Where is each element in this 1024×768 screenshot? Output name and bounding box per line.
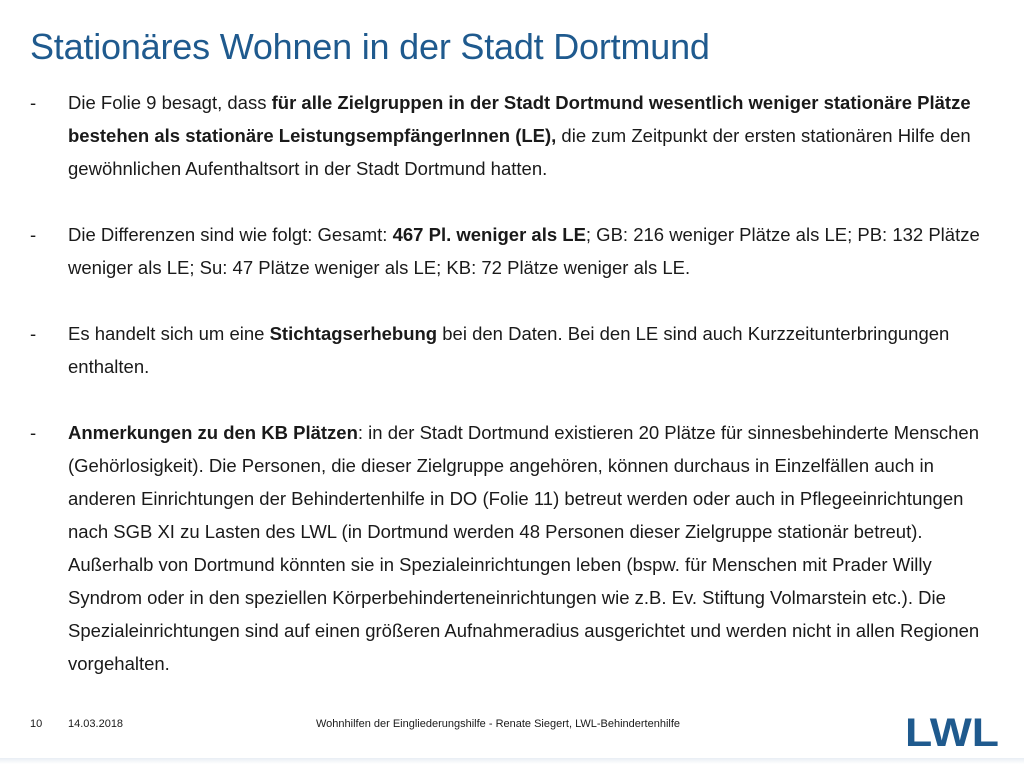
bullet-bold-text: für alle Zielgruppen in der Stadt Dortmund wesentlich weniger stationäre Plätze bestehen als stationäre LeistungsempfängerInnen (LE), (68, 92, 971, 146)
bullet-text: Die Folie 9 besagt, dass (68, 92, 272, 113)
lwl-logo-text: LWL (905, 714, 999, 750)
bullet-text: : in der Stadt Dortmund existieren 20 Plätze für sinnesbehinderte Menschen (Gehörlosigkeit). Die Personen, die dieser Zielgruppe angehören, können durchaus in Einzelfällen auch in anderen Einrichtungen der Behindertenhilfe in DO (Folie 11) betreut werden oder auch in Pflegeeinrichtungen nach SGB XI zu Lasten des LWL (in Dortmund werden 48 Personen dieser Zielgruppe stationär betreut). Außerhalb von Dortmund könnten sie in Spezialeinrichtungen leben (bspw. für Menschen mit Prader Willy Syndrom oder in den speziellen Körperbehinderteneinrichtungen wie z.B. Ev. Stiftung Volmarstein etc.). Die Spezialeinrichtungen sind auf einen größeren Aufnahmeradius ausgerichtet und werden nicht in allen Regionen vorgehalten. (68, 422, 980, 674)
bullet-list (0, 86, 1024, 713)
bullet-dash: - (30, 224, 37, 245)
bullet-text: Die Differenzen sind wie folgt: Gesamt: (68, 224, 393, 245)
bullet-bold-text: 467 Pl. weniger als LE (392, 224, 586, 245)
footer-text: Wohnhilfen der Eingliederungshilfe - Renate Siegert, LWL-Behindertenhilfe (316, 718, 681, 730)
bullet-text: die zum Zeitpunkt der ersten stationären Hilfe den gewöhnlichen Aufenthaltsort in der Stadt Dortmund hatten. (68, 125, 971, 179)
lwl-logo (904, 714, 1000, 750)
bullet-bold-text: Anmerkungen zu den KB Plätzen (68, 422, 358, 443)
bullet-dash: - (30, 323, 37, 344)
footer-divider (0, 758, 1024, 764)
bullet-text: ; GB: 216 weniger Plätze als LE; PB: 132 Plätze weniger als LE; Su: 47 Plätze weniger als LE; KB: 72 Plätze weniger als LE. (68, 224, 980, 278)
bullet-item (0, 218, 1024, 284)
bullet-item (0, 86, 1024, 185)
bullet-item (0, 416, 1024, 680)
bullet-dash: - (30, 92, 37, 113)
slide-title: Stationäres Wohnen in der Stadt Dortmund (30, 26, 710, 67)
footer-date: 14.03.2018 (68, 718, 124, 730)
slide-footer (0, 714, 1024, 768)
bullet-text: bei den Daten. Bei den LE sind auch Kurzzeitunterbringungen enthalten. (68, 323, 950, 377)
page-number: 10 (30, 718, 43, 730)
bullet-text: Es handelt sich um eine (68, 323, 270, 344)
bullet-item (0, 317, 1024, 383)
bullet-bold-text: Stichtagserhebung (269, 323, 438, 344)
bullet-dash: - (30, 422, 37, 443)
